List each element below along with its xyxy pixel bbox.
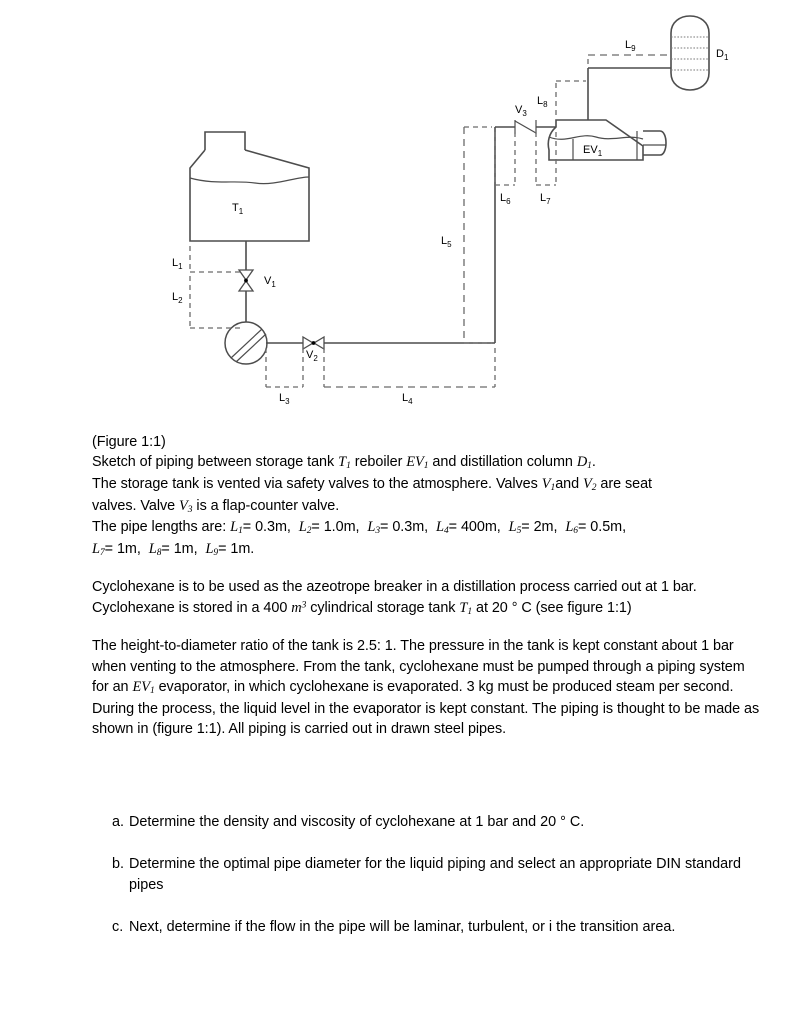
dimension-L1-label: $L_1$ [172, 257, 183, 271]
caption-V3-symbol: V [179, 497, 188, 514]
length-symbol: L [205, 540, 214, 557]
figure-caption-number [92, 432, 764, 452]
length-symbol-subscript: 3 [375, 526, 381, 537]
question-list [92, 812, 772, 960]
dimension-L1 [190, 246, 240, 272]
length-symbol: L [435, 519, 444, 536]
length-value: = 1m, [104, 540, 149, 557]
tank-liquid-level [190, 177, 309, 184]
valve-V3[interactable] [515, 120, 536, 134]
length-symbol-subscript: 2 [306, 526, 312, 537]
centrifugal-pump [225, 322, 267, 364]
valve-V1-label: $V_1$ [264, 275, 276, 289]
volume-unit-symbol: m [291, 599, 302, 616]
dimension-L2-label: $L_2$ [172, 291, 183, 305]
evaporator-label: $EV_1$ [583, 144, 603, 158]
dimension-L6-label: $L_6$ [500, 192, 511, 206]
length-value: = 1m, [161, 540, 206, 557]
length-symbol-subscript: 9 [213, 547, 219, 558]
list-item [92, 917, 772, 937]
length-value: = 1.0m, [311, 519, 368, 536]
dimension-L4 [324, 348, 495, 387]
dimension-L9-label: $L_9$ [625, 39, 636, 53]
length-value: = 2m, [521, 519, 566, 536]
length-symbol: L [148, 540, 157, 557]
list-item-text: Determine the density and viscosity of cyclohexane at 1 bar and 20 ° C. [129, 814, 585, 830]
list-item-marker: c. [112, 919, 124, 936]
length-symbol-subscript: 8 [156, 547, 162, 558]
body-EV-symbol: EV [132, 679, 150, 696]
document-text-body [92, 432, 764, 740]
caption-V1-symbol: V [541, 476, 551, 493]
body-paragraph-1: Cyclohexane is to be used as the azeotrope breaker in a distillation process carried out at 1 bar. Cyclohexane is stored in a 400 $m^3$ cylindrical storage tank T1 at 20 ° C (see figure 1:1) [92, 579, 697, 617]
dimension-L8-label: $L_8$ [537, 95, 548, 109]
valve-V2-label: $V_2$ [306, 349, 318, 363]
valve-V3-label: $V_3$ [515, 104, 527, 118]
caption-EV-symbol: EV [406, 454, 424, 471]
body-T-symbol: T [459, 599, 468, 616]
length-value: = 0.5m, [578, 519, 627, 536]
length-value: = 400m, [448, 519, 509, 536]
evaporator-EV1 [548, 120, 666, 160]
pipe-lengths-line-2 [92, 539, 764, 561]
figure-caption-line1: Sketch of piping between storage tank T1 reboiler EV1 and distillation column D1. [92, 454, 596, 472]
column-label: $D_1$ [716, 48, 729, 62]
storage-tank-T1 [190, 132, 309, 241]
caption-T-symbol: T [338, 454, 347, 471]
dimension-L4-label: $L_4$ [402, 392, 413, 406]
body-paragraph-2: The height-to-diameter ratio of the tank is 2.5: 1. The pressure in the tank is kept constant about 1 bar when venting to the atmosphere. From the tank, cyclohexane must be pumped through a piping system for an EV1 evaporator, in which cyclohexane is evaporated. 3 kg must be produced steam per second. During the process, the liquid level in the evaporator is kept constant. The piping is thought to be made as shown in (figure 1:1). All piping is carried out in drawn steel pipes. [92, 638, 760, 738]
dimension-L7-label: $L_7$ [540, 192, 551, 206]
dimension-L2 [190, 276, 240, 328]
figure-number-text: (Figure 1:1) [92, 434, 166, 450]
piping-diagram-figure [0, 0, 805, 425]
tank-shell [190, 150, 309, 241]
dimension-L3-label: $L_3$ [279, 392, 290, 406]
list-item-text: Determine the optimal pipe diameter for the liquid piping and select an appropriate DIN standard pipes [129, 856, 741, 893]
length-symbol-subscript: 1 [238, 526, 243, 537]
list-item [92, 812, 772, 832]
length-symbol: L [367, 519, 376, 536]
list-item-marker: a. [112, 814, 125, 830]
dimension-L8 [556, 81, 586, 115]
dimension-L6 [495, 132, 515, 185]
length-symbol-subscript: 4 [443, 526, 449, 537]
dimension-L5-label: $L_5$ [441, 235, 452, 249]
length-symbol: L [230, 519, 239, 536]
figure-caption-line2: The storage tank is vented via safety valves to the atmosphere. Valves V1and V2 are seat [92, 476, 652, 494]
valve-V2[interactable] [303, 337, 324, 349]
length-symbol: L [565, 519, 574, 536]
dimension-L3 [266, 348, 303, 387]
length-value: = 1m. [218, 540, 255, 557]
length-symbol-subscript: 5 [516, 526, 522, 537]
length-symbol: L [508, 519, 517, 536]
list-item [92, 854, 772, 895]
length-symbol-subscript: 6 [573, 526, 578, 537]
length-symbol: L [92, 540, 100, 557]
caption-V2-symbol: V [583, 476, 592, 493]
figure-caption-line3: valves. Valve V3 is a flap-counter valve. [92, 497, 340, 515]
tank-vent-neck [205, 132, 245, 150]
dimension-L9 [588, 55, 669, 64]
length-symbol-subscript: 7 [99, 547, 105, 558]
length-value: = 0.3m, [242, 519, 299, 536]
pipe-lengths-values-1 [230, 519, 626, 535]
list-item-text: Next, determine if the flow in the pipe will be laminar, turbulent, or i the transition area. [129, 919, 676, 936]
valve-V1[interactable] [239, 270, 253, 291]
caption-D-symbol: D [576, 454, 588, 471]
dimension-L5 [464, 127, 492, 343]
length-value: = 0.3m, [380, 519, 436, 536]
list-item-marker: b. [112, 856, 125, 873]
dimension-L7 [536, 132, 556, 185]
tank-label: $T_1$ [232, 202, 244, 216]
pipe-lengths-values-2 [92, 541, 254, 557]
pipe-lengths-line-1: The pipe lengths are: L1= 0.3m, L2= 1.0m, L3= 0.3m, L4= 400m, L5= 2m, L6= 0.5m, [92, 519, 627, 537]
distillation-column-D1 [671, 16, 709, 90]
length-symbol: L [298, 519, 307, 536]
